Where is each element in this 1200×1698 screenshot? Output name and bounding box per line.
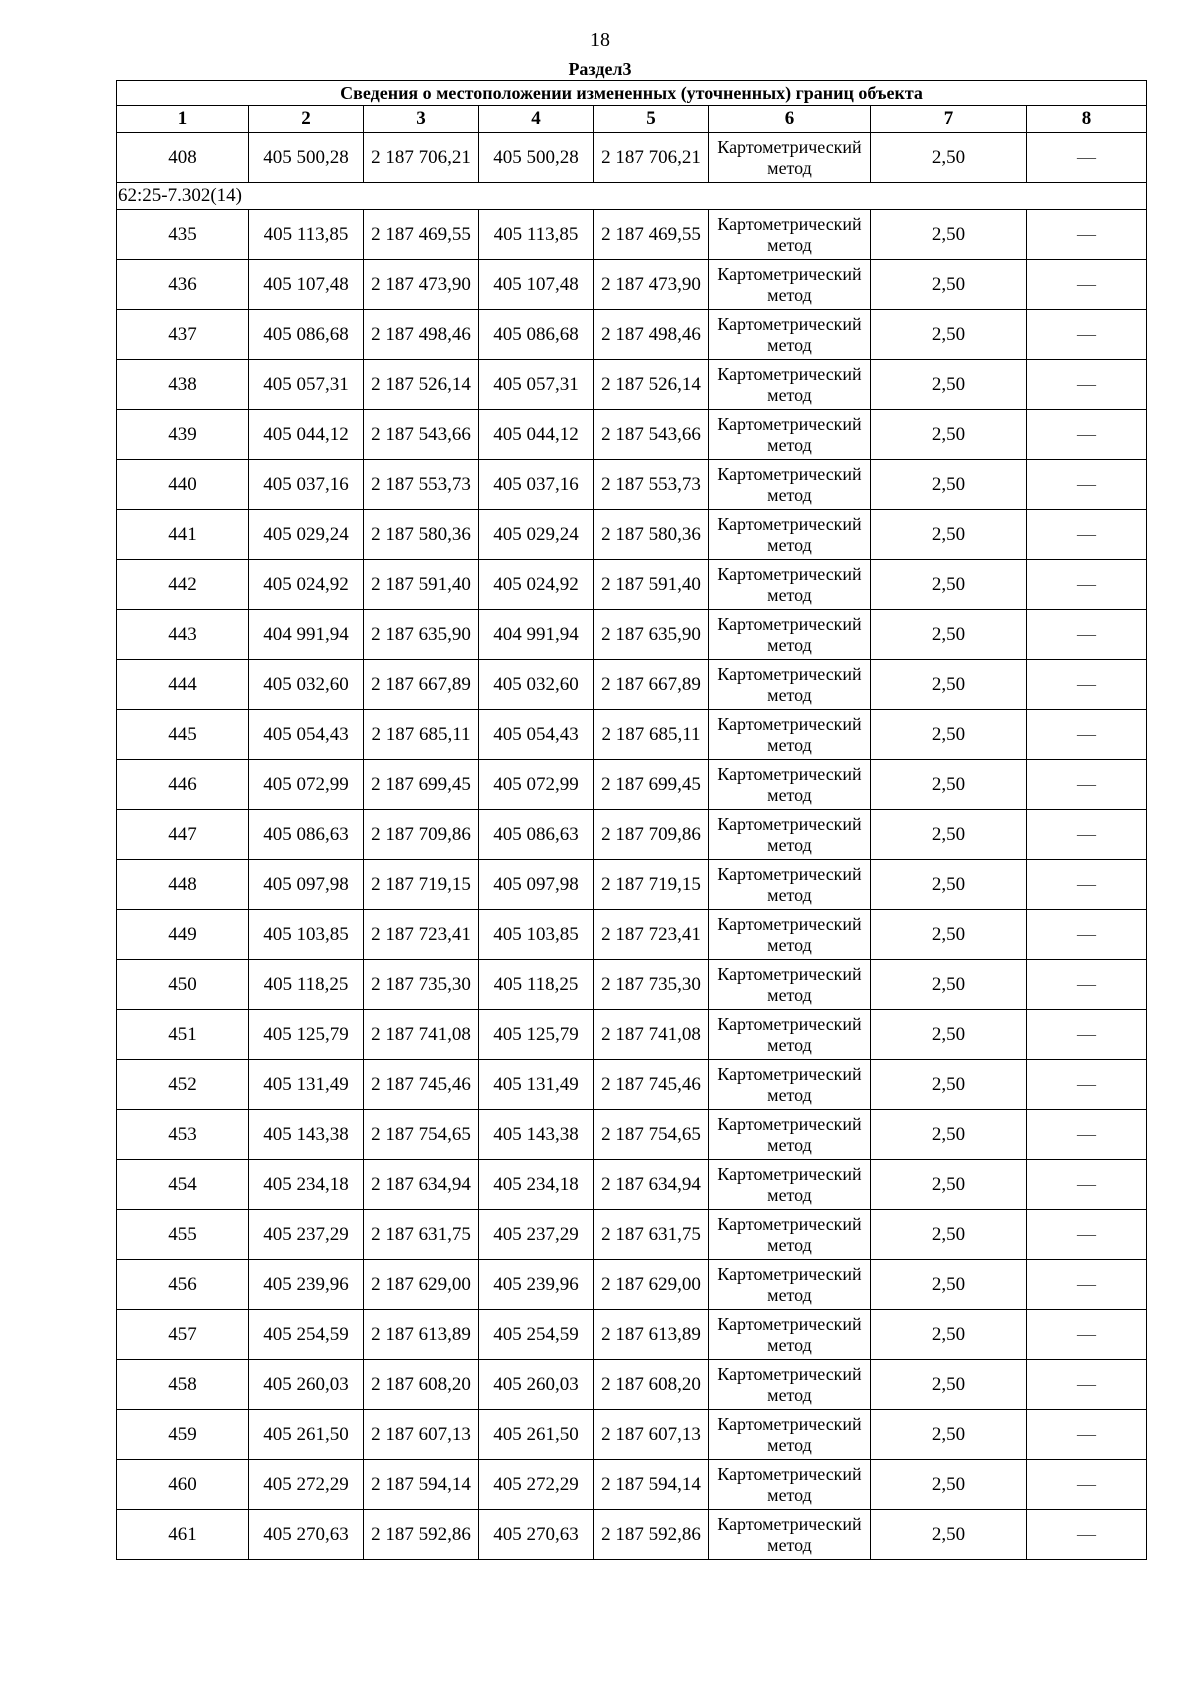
accuracy: 2,50 [871,360,1027,410]
y-old: 2 187 526,14 [364,360,479,410]
point-id: 455 [117,1210,249,1260]
accuracy: 2,50 [871,1510,1027,1560]
x-new: 405 261,50 [479,1410,594,1460]
accuracy: 2,50 [871,910,1027,960]
y-new: 2 187 608,20 [594,1360,709,1410]
method: Картометрический метод [709,1010,871,1060]
x-old: 405 086,63 [249,810,364,860]
x-new: 405 260,03 [479,1360,594,1410]
x-old: 405 103,85 [249,910,364,960]
accuracy: 2,50 [871,610,1027,660]
y-new: 2 187 631,75 [594,1210,709,1260]
column-header: 6 [709,106,871,133]
column-header: 1 [117,106,249,133]
table-row [117,510,1147,560]
y-old: 2 187 591,40 [364,560,479,610]
y-old: 2 187 685,11 [364,710,479,760]
method: Картометрический метод [709,760,871,810]
point-id: 439 [117,410,249,460]
point-id: 438 [117,360,249,410]
x-new: 405 270,63 [479,1510,594,1560]
table-row [117,1260,1147,1310]
method: Картометрический метод [709,1410,871,1460]
note: — [1027,810,1147,860]
x-old: 405 237,29 [249,1210,364,1260]
method: Картометрический метод [709,1460,871,1510]
accuracy: 2,50 [871,560,1027,610]
note: — [1027,910,1147,960]
table-row [117,1210,1147,1260]
y-new: 2 187 629,00 [594,1260,709,1310]
point-id: 453 [117,1110,249,1160]
point-id: 440 [117,460,249,510]
y-old: 2 187 754,65 [364,1110,479,1160]
x-new: 405 097,98 [479,860,594,910]
note: — [1027,660,1147,710]
point-id: 437 [117,310,249,360]
y-new: 2 187 594,14 [594,1460,709,1510]
accuracy: 2,50 [871,960,1027,1010]
x-old: 405 072,99 [249,760,364,810]
section-title: Раздел3 [568,59,632,79]
table-row [117,1110,1147,1160]
x-new: 405 032,60 [479,660,594,710]
y-new: 2 187 469,55 [594,210,709,260]
note: — [1027,1060,1147,1110]
method: Картометрический метод [709,1510,871,1560]
method: Картометрический метод [709,1210,871,1260]
note: — [1027,610,1147,660]
x-old: 405 057,31 [249,360,364,410]
x-new: 405 029,24 [479,510,594,560]
note: — [1027,1410,1147,1460]
method: Картометрический метод [709,360,871,410]
note: — [1027,710,1147,760]
accuracy: 2,50 [871,1110,1027,1160]
note: — [1027,1510,1147,1560]
point-id: 456 [117,1260,249,1310]
note: — [1027,1110,1147,1160]
point-id: 442 [117,560,249,610]
y-new: 2 187 543,66 [594,410,709,460]
table-caption: Сведения о местоположении измененных (уточненных) границ объекта [117,81,1147,106]
y-new: 2 187 685,11 [594,710,709,760]
x-old: 405 032,60 [249,660,364,710]
note: — [1027,133,1147,183]
table-row [117,1310,1147,1360]
x-new: 405 057,31 [479,360,594,410]
y-old: 2 187 473,90 [364,260,479,310]
x-new: 405 234,18 [479,1160,594,1210]
x-new: 405 086,63 [479,810,594,860]
column-header: 4 [479,106,594,133]
method: Картометрический метод [709,610,871,660]
x-old: 405 131,49 [249,1060,364,1110]
point-id: 449 [117,910,249,960]
x-old: 405 125,79 [249,1010,364,1060]
note: — [1027,1160,1147,1210]
x-old: 404 991,94 [249,610,364,660]
method: Картометрический метод [709,910,871,960]
x-old: 405 086,68 [249,310,364,360]
y-old: 2 187 553,73 [364,460,479,510]
note: — [1027,260,1147,310]
accuracy: 2,50 [871,710,1027,760]
y-old: 2 187 608,20 [364,1360,479,1410]
y-old: 2 187 706,21 [364,133,479,183]
accuracy: 2,50 [871,1260,1027,1310]
column-header: 3 [364,106,479,133]
y-new: 2 187 635,90 [594,610,709,660]
accuracy: 2,50 [871,310,1027,360]
x-old: 405 097,98 [249,860,364,910]
table-row [117,910,1147,960]
y-old: 2 187 607,13 [364,1410,479,1460]
method: Картометрический метод [709,1110,871,1160]
y-old: 2 187 699,45 [364,760,479,810]
y-new: 2 187 580,36 [594,510,709,560]
method: Картометрический метод [709,310,871,360]
method: Картометрический метод [709,960,871,1010]
y-old: 2 187 498,46 [364,310,479,360]
y-new: 2 187 709,86 [594,810,709,860]
note: — [1027,1210,1147,1260]
table-row [117,210,1147,260]
method: Картометрический метод [709,1260,871,1310]
point-id: 408 [117,133,249,183]
x-old: 405 270,63 [249,1510,364,1560]
column-header: 2 [249,106,364,133]
table-row [117,860,1147,910]
point-id: 443 [117,610,249,660]
group-row [117,183,1147,210]
column-header: 7 [871,106,1027,133]
cadastral-number: 62:25-7.302(14) [117,183,1147,210]
note: — [1027,510,1147,560]
x-new: 405 237,29 [479,1210,594,1260]
x-old: 405 239,96 [249,1260,364,1310]
y-old: 2 187 634,94 [364,1160,479,1210]
table-row [117,1160,1147,1210]
y-new: 2 187 613,89 [594,1310,709,1360]
x-old: 405 118,25 [249,960,364,1010]
boundaries-table [116,80,1147,1560]
y-new: 2 187 719,15 [594,860,709,910]
x-old: 405 029,24 [249,510,364,560]
column-header: 5 [594,106,709,133]
x-old: 405 143,38 [249,1110,364,1160]
note: — [1027,410,1147,460]
method: Картометрический метод [709,710,871,760]
accuracy: 2,50 [871,460,1027,510]
table-row [117,560,1147,610]
accuracy: 2,50 [871,1460,1027,1510]
y-old: 2 187 629,00 [364,1260,479,1310]
column-header: 8 [1027,106,1147,133]
y-new: 2 187 592,86 [594,1510,709,1560]
accuracy: 2,50 [871,1360,1027,1410]
y-new: 2 187 745,46 [594,1060,709,1110]
x-new: 405 113,85 [479,210,594,260]
method: Картометрический метод [709,460,871,510]
method: Картометрический метод [709,1310,871,1360]
x-new: 405 054,43 [479,710,594,760]
y-new: 2 187 526,14 [594,360,709,410]
note: — [1027,1310,1147,1360]
point-id: 459 [117,1410,249,1460]
table-row [117,1460,1147,1510]
point-id: 435 [117,210,249,260]
x-new: 405 086,68 [479,310,594,360]
accuracy: 2,50 [871,1160,1027,1210]
point-id: 452 [117,1060,249,1110]
y-new: 2 187 735,30 [594,960,709,1010]
accuracy: 2,50 [871,133,1027,183]
accuracy: 2,50 [871,510,1027,560]
y-new: 2 187 754,65 [594,1110,709,1160]
y-old: 2 187 543,66 [364,410,479,460]
y-old: 2 187 667,89 [364,660,479,710]
accuracy: 2,50 [871,860,1027,910]
note: — [1027,360,1147,410]
x-old: 405 272,29 [249,1460,364,1510]
table-row [117,810,1147,860]
x-new: 405 272,29 [479,1460,594,1510]
accuracy: 2,50 [871,1010,1027,1060]
y-old: 2 187 613,89 [364,1310,479,1360]
x-old: 405 037,16 [249,460,364,510]
point-id: 461 [117,1510,249,1560]
point-id: 450 [117,960,249,1010]
point-id: 454 [117,1160,249,1210]
x-old: 405 054,43 [249,710,364,760]
page-number: 18 [590,29,610,51]
accuracy: 2,50 [871,410,1027,460]
y-old: 2 187 723,41 [364,910,479,960]
x-new: 405 107,48 [479,260,594,310]
note: — [1027,960,1147,1010]
point-id: 447 [117,810,249,860]
table-row [117,133,1147,183]
table-row [117,1510,1147,1560]
method: Картометрический метод [709,260,871,310]
x-old: 405 024,92 [249,560,364,610]
method: Картометрический метод [709,1360,871,1410]
table-row [117,310,1147,360]
table-row [117,360,1147,410]
point-id: 445 [117,710,249,760]
table-row [117,1060,1147,1110]
x-new: 404 991,94 [479,610,594,660]
method: Картометрический метод [709,133,871,183]
note: — [1027,560,1147,610]
table-row [117,1360,1147,1410]
accuracy: 2,50 [871,810,1027,860]
table-row [117,410,1147,460]
y-old: 2 187 469,55 [364,210,479,260]
point-id: 460 [117,1460,249,1510]
table-row [117,1410,1147,1460]
note: — [1027,760,1147,810]
point-id: 444 [117,660,249,710]
method: Картометрический метод [709,1060,871,1110]
point-id: 451 [117,1010,249,1060]
note: — [1027,1360,1147,1410]
accuracy: 2,50 [871,1210,1027,1260]
note: — [1027,1260,1147,1310]
point-id: 436 [117,260,249,310]
note: — [1027,310,1147,360]
accuracy: 2,50 [871,210,1027,260]
x-new: 405 024,92 [479,560,594,610]
x-new: 405 118,25 [479,960,594,1010]
y-new: 2 187 498,46 [594,310,709,360]
x-new: 405 239,96 [479,1260,594,1310]
table-row [117,610,1147,660]
method: Картометрический метод [709,1160,871,1210]
y-new: 2 187 723,41 [594,910,709,960]
point-id: 448 [117,860,249,910]
accuracy: 2,50 [871,1060,1027,1110]
y-old: 2 187 635,90 [364,610,479,660]
method: Картометрический метод [709,810,871,860]
y-new: 2 187 699,45 [594,760,709,810]
x-new: 405 143,38 [479,1110,594,1160]
x-old: 405 113,85 [249,210,364,260]
x-old: 405 261,50 [249,1410,364,1460]
method: Картометрический метод [709,560,871,610]
table-row [117,1010,1147,1060]
note: — [1027,1010,1147,1060]
accuracy: 2,50 [871,1410,1027,1460]
method: Картометрический метод [709,510,871,560]
accuracy: 2,50 [871,1310,1027,1360]
y-old: 2 187 709,86 [364,810,479,860]
y-old: 2 187 719,15 [364,860,479,910]
note: — [1027,210,1147,260]
table-row [117,460,1147,510]
method: Картометрический метод [709,860,871,910]
x-old: 405 044,12 [249,410,364,460]
column-header-row [117,106,1147,133]
x-new: 405 103,85 [479,910,594,960]
y-new: 2 187 741,08 [594,1010,709,1060]
y-old: 2 187 745,46 [364,1060,479,1110]
x-new: 405 131,49 [479,1060,594,1110]
y-new: 2 187 591,40 [594,560,709,610]
method: Картометрический метод [709,210,871,260]
table-row [117,260,1147,310]
x-old: 405 234,18 [249,1160,364,1210]
x-new: 405 500,28 [479,133,594,183]
table-row [117,760,1147,810]
x-old: 405 107,48 [249,260,364,310]
y-new: 2 187 706,21 [594,133,709,183]
y-old: 2 187 735,30 [364,960,479,1010]
note: — [1027,1460,1147,1510]
table-row [117,960,1147,1010]
y-old: 2 187 631,75 [364,1210,479,1260]
x-new: 405 044,12 [479,410,594,460]
y-new: 2 187 634,94 [594,1160,709,1210]
y-old: 2 187 592,86 [364,1510,479,1560]
x-old: 405 500,28 [249,133,364,183]
point-id: 458 [117,1360,249,1410]
point-id: 457 [117,1310,249,1360]
x-new: 405 037,16 [479,460,594,510]
y-old: 2 187 594,14 [364,1460,479,1510]
y-old: 2 187 741,08 [364,1010,479,1060]
method: Картометрический метод [709,660,871,710]
table-row [117,710,1147,760]
accuracy: 2,50 [871,260,1027,310]
accuracy: 2,50 [871,660,1027,710]
y-new: 2 187 667,89 [594,660,709,710]
y-new: 2 187 607,13 [594,1410,709,1460]
accuracy: 2,50 [871,760,1027,810]
y-new: 2 187 473,90 [594,260,709,310]
x-old: 405 254,59 [249,1310,364,1360]
method: Картометрический метод [709,410,871,460]
table-row [117,660,1147,710]
note: — [1027,460,1147,510]
table-body [117,133,1147,1560]
point-id: 446 [117,760,249,810]
y-new: 2 187 553,73 [594,460,709,510]
note: — [1027,860,1147,910]
point-id: 441 [117,510,249,560]
y-old: 2 187 580,36 [364,510,479,560]
x-new: 405 254,59 [479,1310,594,1360]
x-old: 405 260,03 [249,1360,364,1410]
x-new: 405 072,99 [479,760,594,810]
x-new: 405 125,79 [479,1010,594,1060]
